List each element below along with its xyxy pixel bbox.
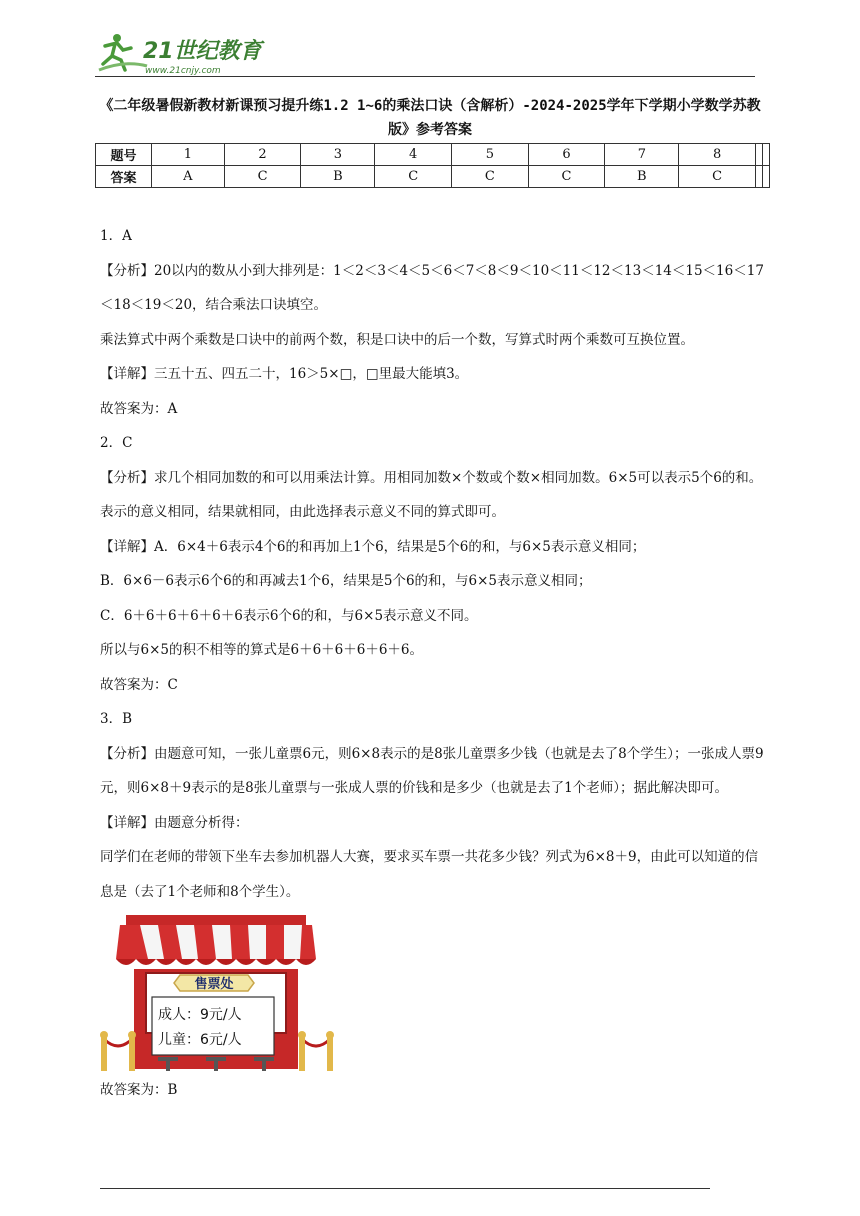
table-cell: 8 bbox=[679, 144, 756, 166]
footer-rule bbox=[100, 1188, 710, 1189]
table-cell: C bbox=[452, 166, 529, 188]
page-header bbox=[95, 30, 755, 78]
page-title: 《二年级暑假新教材新课预习提升练1.2 1~6的乘法口诀（含解析）-2024-2025学年下学期小学数学苏教版》参考答案 bbox=[99, 98, 761, 138]
table-cell: B bbox=[605, 166, 679, 188]
paragraph: 同学们在老师的带领下坐车去参加机器人大赛，要求买车票一共花多少钱？列式为6×8＋9，由此可以知道的信息是（去了1个老师和8个学生）。 bbox=[100, 849, 759, 900]
paragraph: 2．C bbox=[100, 435, 133, 451]
logo-text: 21世纪教育 bbox=[143, 39, 262, 64]
paragraph: C．6＋6＋6＋6＋6＋6表示6个6的和，与6×5表示意义不同。 bbox=[100, 607, 478, 624]
question-number-row bbox=[96, 144, 770, 166]
table-cell bbox=[755, 144, 762, 166]
logo-url: www.21cnjy.com bbox=[145, 66, 221, 76]
paragraph: 所以与6×5的积不相等的算式是6＋6＋6＋6＋6＋6。 bbox=[100, 642, 424, 658]
paragraph: 【分析】求几个相同加数的和可以用乘法计算。用相同加数×个数或个数×相同加数。6×5可以表示5个6的和。表示的意义相同，结果就相同，由此选择表示意义不同的算式即可。 bbox=[100, 469, 763, 520]
table-cell: 6 bbox=[528, 144, 605, 166]
paragraph: 【详解】由题意分析得： bbox=[100, 814, 249, 831]
paragraph: 3．B bbox=[100, 711, 133, 727]
table-cell: C bbox=[224, 166, 301, 188]
paragraph: 【详解】A．6×4＋6表示4个6的和再加上1个6，结果是5个6的和，与6×5表示意义相同； bbox=[100, 538, 646, 555]
table-cell: C bbox=[679, 166, 756, 188]
answer-table bbox=[95, 143, 770, 188]
ticket-booth-illustration bbox=[98, 913, 343, 1073]
adult-price: 成人：9元/人 bbox=[158, 1007, 242, 1023]
ticket-sign bbox=[174, 975, 254, 992]
table-cell: 4 bbox=[375, 144, 452, 166]
table-cell: B bbox=[301, 166, 375, 188]
table-cell bbox=[762, 166, 769, 188]
ticket-sign-text: 售票处 bbox=[194, 977, 234, 992]
table-cell: C bbox=[528, 166, 605, 188]
table-cell: A bbox=[152, 166, 225, 188]
table-cell bbox=[755, 166, 762, 188]
awning bbox=[116, 915, 316, 965]
child-price: 儿童：6元/人 bbox=[158, 1032, 242, 1048]
row-label: 题号 bbox=[96, 144, 152, 166]
paragraph: 【分析】由题意可知，一张儿童票6元，则6×8表示的是8张儿童票多少钱（也就是去了8个学生）；一张成人票9元，则6×8＋9表示的是8张儿童票与一张成人票的价钱和是多少（也就是去了1个老师）；据此解决即可。 bbox=[100, 745, 764, 796]
paragraph: 【分析】20以内的数从小到大排列是：1＜2＜3＜4＜5＜6＜7＜8＜9＜10＜11＜12＜13＜14＜15＜16＜17＜18＜19＜20，结合乘法口诀填空。 bbox=[100, 262, 764, 313]
table-cell: C bbox=[375, 166, 452, 188]
table-cell: 2 bbox=[224, 144, 301, 166]
table-cell: 5 bbox=[452, 144, 529, 166]
answer-explanations bbox=[100, 219, 765, 1108]
paragraph: 【详解】三五十五、四五二十，16＞5×□，□里最大能填3。 bbox=[100, 366, 469, 382]
paragraph: 故答案为：B bbox=[100, 1082, 178, 1098]
table-cell: 3 bbox=[301, 144, 375, 166]
table-cell: 1 bbox=[152, 144, 225, 166]
paragraph: 1．A bbox=[100, 228, 132, 244]
table-cell bbox=[762, 144, 769, 166]
answer-row bbox=[96, 166, 770, 188]
paragraph: 故答案为：C bbox=[100, 676, 178, 693]
logo-21cnjy bbox=[95, 30, 265, 76]
paragraph: 故答案为：A bbox=[100, 400, 178, 417]
row-label: 答案 bbox=[96, 166, 152, 188]
runner-icon bbox=[99, 34, 147, 70]
paragraph: 乘法算式中两个乘数是口诀中的前两个数，积是口诀中的后一个数，写算式时两个乘数可互换位置。 bbox=[100, 331, 694, 348]
table-cell: 7 bbox=[605, 144, 679, 166]
header-rule bbox=[95, 76, 755, 77]
paragraph: B．6×6－6表示6个6的和再减去1个6，结果是5个6的和，与6×5表示意义相同； bbox=[100, 573, 592, 589]
